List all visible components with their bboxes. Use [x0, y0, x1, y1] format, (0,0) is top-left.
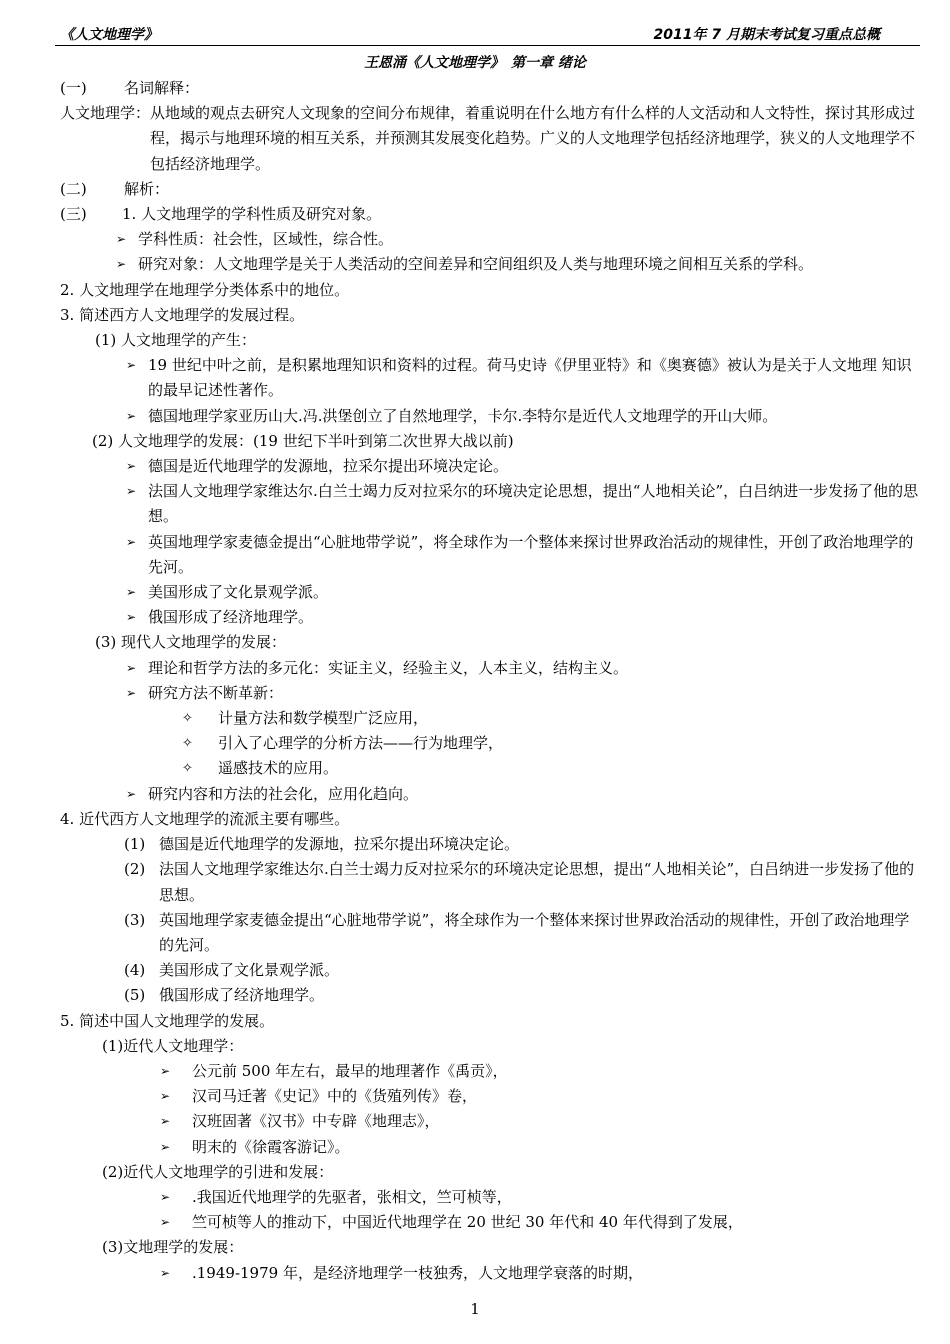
question-5: 5. 简述中国人文地理学的发展。	[60, 1011, 275, 1030]
arrow-bullet-icon: ➢	[126, 408, 137, 423]
list-item: ➢ 理论和哲学方法的多元化：实证主义，经验主义，人本主义，结构主义。	[60, 656, 922, 681]
list-item: ✧ 计量方法和数学模型广泛应用，	[60, 706, 922, 731]
arrow-bullet-icon: ➢	[126, 660, 137, 675]
question-3: 3. 简述西方人文地理学的发展过程。	[60, 305, 305, 324]
question-1: 1. 人文地理学的学科性质及研究对象。	[122, 205, 382, 224]
section-1-heading	[60, 76, 922, 101]
diamond-bullet-icon: ✧	[182, 761, 193, 777]
list-item: ➢ 学科性质：社会性，区域性，综合性。	[60, 227, 922, 252]
definition-term: 人文地理学：	[60, 104, 151, 123]
definition-text: 从地域的观点去研究人文现象的空间分布规律，着重说明在什么地方有什么样的人文活动和人文特性，探讨其形成过程，揭示与地理环境的相互关系，并预测其发展变化趋势。广义的人文地理学包括经济地理学，狭义的人文地理学不包括经济地理学。	[150, 104, 916, 173]
list-item: ➢ 竺可桢等人的推动下，中国近代地理学在 20 世纪 30 年代和 40 年代得到了发展，	[60, 1210, 922, 1235]
arrow-bullet-icon: ➢	[126, 358, 137, 373]
arrow-bullet-icon: ➢	[126, 534, 137, 549]
numbered-item: (1) 德国是近代地理学的发源地，拉采尔提出环境决定论。	[124, 835, 520, 854]
list-item: ➢ 公元前 500 年左右，最早的地理著作《禹贡》，	[60, 1059, 922, 1084]
section-label: (三)	[60, 205, 87, 224]
list-item: ➢ 研究对象：人文地理学是关于人类活动的空间差异和空间组织及人类与地理环境之间相互关系的学科。	[60, 252, 922, 277]
question-4: 4. 近代西方人文地理学的流派主要有哪些。	[60, 809, 350, 828]
header-left: 《人文地理学》	[60, 27, 158, 43]
list-item: ➢ 研究方法不断革新：	[60, 681, 922, 706]
list-item: ➢ .1949-1979 年，是经济地理学一枝独秀，人文地理学衰落的时期，	[60, 1261, 922, 1286]
section-2-heading	[60, 177, 922, 202]
arrow-bullet-icon: ➢	[116, 257, 127, 272]
list-item: ➢ 美国形成了文化景观学派。	[60, 580, 922, 605]
arrow-bullet-icon: ➢	[160, 1189, 171, 1204]
arrow-bullet-icon: ➢	[126, 786, 137, 801]
list-item: ➢ 19 世纪中叶之前，是积累地理知识和资料的过程。荷马史诗《伊里亚特》和《奥赛德》被认为是关于人文地理 知识的最早记述性著作。	[60, 353, 922, 403]
header-right: 2011年 7 月期末考试复习重点总概	[653, 27, 880, 43]
list-item: ➢ 明末的《徐霞客游记》。	[60, 1135, 922, 1160]
question-2: 2. 人文地理学在地理学分类体系中的地位。	[60, 280, 350, 299]
definition	[60, 101, 922, 177]
diamond-bullet-icon: ✧	[182, 711, 193, 727]
subheading: (1)近代人文地理学：	[102, 1036, 244, 1055]
section-3-heading	[60, 202, 922, 227]
subheading: (3)文地理学的发展：	[102, 1238, 244, 1257]
subheading: (2)近代人文地理学的引进和发展：	[102, 1162, 334, 1181]
subheading: (2) 人文地理学的发展：(19 世纪下半叶到第二次世界大战以前)	[92, 431, 514, 450]
arrow-bullet-icon: ➢	[160, 1265, 171, 1280]
numbered-item: (5) 俄国形成了经济地理学。	[124, 986, 325, 1005]
page-number: 1	[470, 1300, 480, 1318]
numbered-item: (3) 英国地理学家麦德金提出“心脏地带学说”，将全球作为一个整体来探讨世界政治活动的规律性，开创了政治地理学的先河。	[124, 910, 910, 954]
arrow-bullet-icon: ➢	[160, 1215, 171, 1230]
section-title: 名词解释：	[124, 79, 200, 97]
list-item: ➢ 俄国形成了经济地理学。	[60, 605, 922, 630]
list-item: ✧ 遥感技术的应用。	[60, 756, 922, 781]
list-item: ➢ 法国人文地理学家维达尔.白兰士竭力反对拉采尔的环境决定论思想，提出“人地相关论”，白吕纳进一步发扬了他的思想。	[60, 479, 922, 529]
diamond-bullet-icon: ✧	[182, 736, 193, 752]
list-item: ➢ 德国是近代地理学的发源地，拉采尔提出环境决定论。	[60, 454, 922, 479]
subheading: (1) 人文地理学的产生：	[95, 331, 257, 350]
arrow-bullet-icon: ➢	[126, 459, 137, 474]
arrow-bullet-icon: ➢	[160, 1063, 171, 1078]
list-item: ➢ 英国地理学家麦德金提出“心脏地带学说”，将全球作为一个整体来探讨世界政治活动的规律性，开创了政治地理学的先河。	[60, 530, 922, 580]
document-body	[60, 76, 922, 1286]
numbered-item: (2) 法国人文地理学家维达尔.白兰士竭力反对拉采尔的环境决定论思想，提出“人地相关论”，白吕纳进一步发扬了他的思想。	[124, 860, 915, 904]
arrow-bullet-icon: ➢	[126, 610, 137, 625]
chapter-title: 王恩涌《人文地理学》 第一章 绪论	[364, 55, 586, 71]
arrow-bullet-icon: ➢	[126, 585, 137, 600]
list-item: ➢ 汉班固著《汉书》中专辟《地理志》，	[60, 1109, 922, 1134]
list-item: ➢ 汉司马迁著《史记》中的《货殖列传》卷，	[60, 1084, 922, 1109]
list-item: ➢ .我国近代地理学的先驱者，张相文，竺可桢等，	[60, 1185, 922, 1210]
section-label: (一)	[60, 79, 87, 97]
arrow-bullet-icon: ➢	[126, 484, 137, 499]
arrow-bullet-icon: ➢	[160, 1139, 171, 1154]
arrow-bullet-icon: ➢	[160, 1089, 171, 1104]
list-item: ➢ 研究内容和方法的社会化，应用化趋向。	[60, 782, 922, 807]
arrow-bullet-icon: ➢	[126, 685, 137, 700]
section-title: 解析：	[124, 179, 170, 198]
list-item: ✧ 引入了心理学的分析方法——行为地理学，	[60, 731, 922, 756]
header-rule	[55, 45, 920, 46]
section-label: (二)	[60, 179, 87, 198]
list-item: ➢ 德国地理学家亚历山大.冯.洪堡创立了自然地理学，卡尔.李特尔是近代人文地理学的开山大师。	[60, 404, 922, 429]
numbered-item: (4) 美国形成了文化景观学派。	[124, 961, 340, 980]
arrow-bullet-icon: ➢	[160, 1114, 171, 1129]
arrow-bullet-icon: ➢	[116, 232, 127, 247]
subheading: (3) 现代人文地理学的发展：	[95, 633, 287, 652]
